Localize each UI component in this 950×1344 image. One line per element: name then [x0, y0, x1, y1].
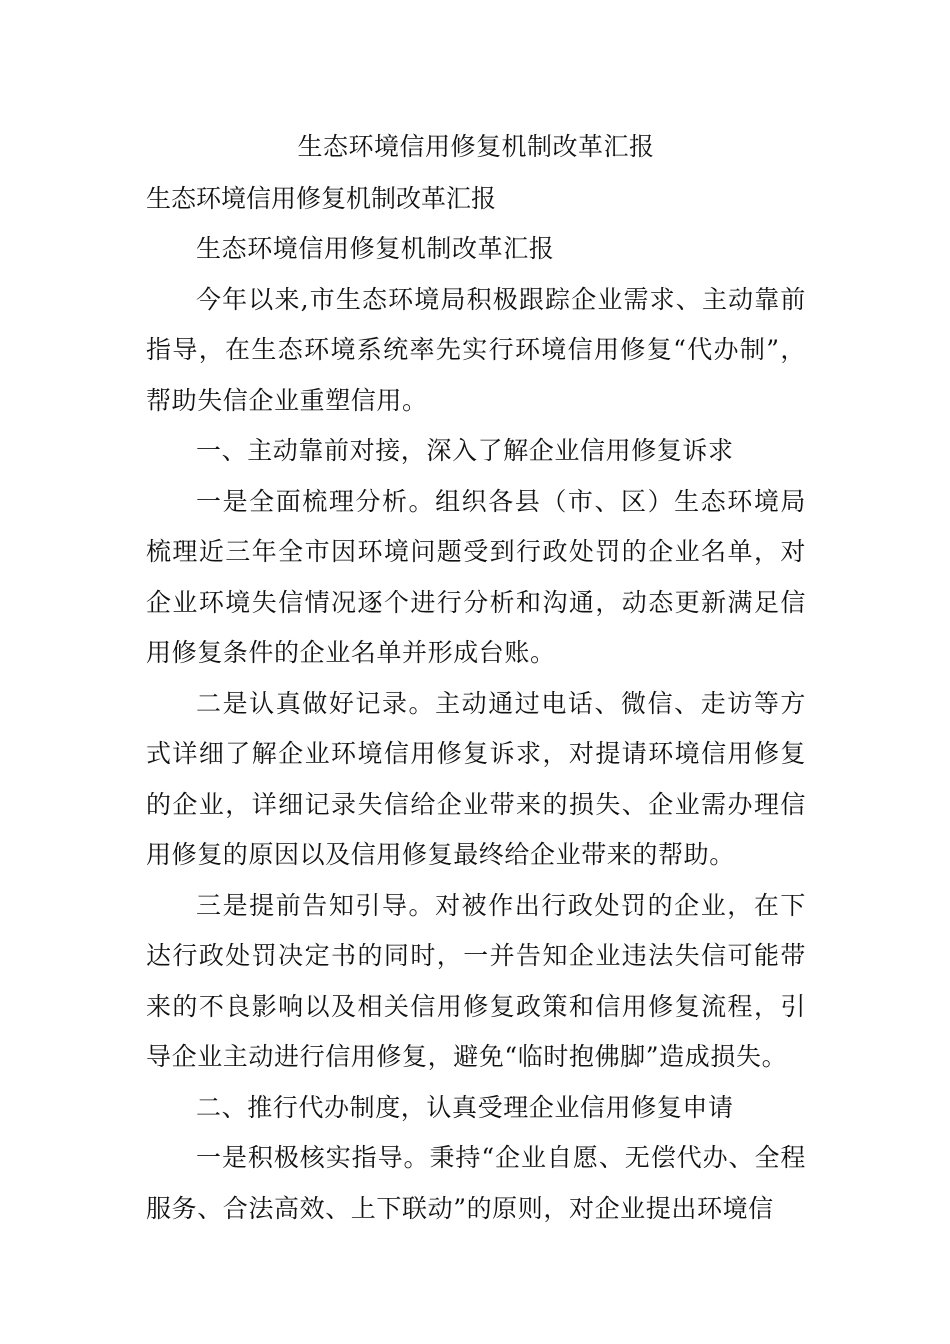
paragraph-intro: 今年以来,市生态环境局积极跟踪企业需求、主动靠前指导，在生态环境系统率先实行环境信用修复“代办制”，帮助失信企业重塑信用。 [146, 284, 806, 415]
document-subtitle: 生态环境信用修复机制改革汇报 [146, 184, 497, 213]
paragraph-1-1: 一是全面梳理分析。组织各县（市、区）生态环境局梳理近三年全市因环境问题受到行政处罚的企业名单，对企业环境失信情况逐个进行分析和沟通，动态更新满足信用修复条件的企业名单并形成台账。 [146, 486, 806, 667]
paragraph-heading-title: 生态环境信用修复机制改革汇报 [196, 234, 555, 263]
section-heading-2: 二、推行代办制度，认真受理企业信用修复申请 [196, 1092, 734, 1122]
paragraph-2-1: 一是积极核实指导。秉持“企业自愿、无偿代办、全程服务、合法高效、上下联动”的原则，对企业提出环境信 [146, 1143, 806, 1223]
document-page [146, 128, 806, 1234]
paragraph-1-3: 三是提前告知引导。对被作出行政处罚的企业，在下达行政处罚决定书的同时，一并告知企业违法失信可能带来的不良影响以及相关信用修复政策和信用修复流程，引导企业主动进行信用修复，避免“临时抱佛脚”造成损失。 [146, 890, 806, 1071]
paragraph-1-2: 二是认真做好记录。主动通过电话、微信、走访等方式详细了解企业环境信用修复诉求，对提请环境信用修复的企业，详细记录失信给企业带来的损失、企业需办理信用修复的原因以及信用修复最终给企业带来的帮助。 [146, 688, 806, 869]
document-title: 生态环境信用修复机制改革汇报 [297, 132, 655, 161]
section-heading-1: 一、主动靠前对接，深入了解企业信用修复诉求 [196, 436, 734, 465]
